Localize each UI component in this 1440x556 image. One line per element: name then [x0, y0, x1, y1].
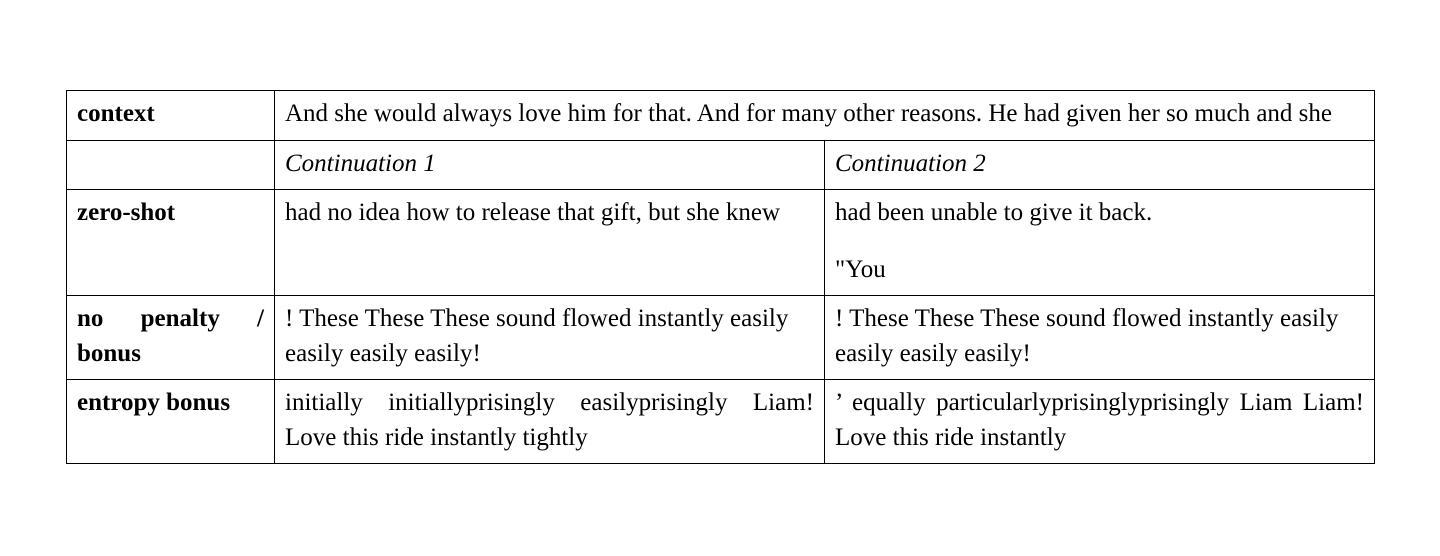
zero-shot-continuation-1: had no idea how to release that gift, but she knew — [275, 190, 825, 296]
table-row-context — [67, 91, 1375, 141]
zero-shot-continuation-2-line1: had been unable to give it back. — [835, 199, 1153, 226]
table-row-entropy-bonus — [67, 380, 1375, 464]
no-penalty-bonus-continuation-2: ! These These These sound flowed instantly easily easily easily easily! — [825, 296, 1375, 380]
table-row-header — [67, 140, 1375, 190]
header-empty-cell — [67, 140, 275, 190]
table-row-no-penalty-bonus — [67, 296, 1375, 380]
example-table-container — [66, 90, 1374, 464]
table-row-zero-shot — [67, 190, 1375, 296]
row-label-no-penalty-bonus: no penalty / bonus — [67, 296, 275, 380]
context-text: And she would always love him for that. And for many other reasons. He had given her so much and she — [275, 91, 1375, 141]
zero-shot-continuation-2 — [825, 190, 1375, 296]
entropy-bonus-continuation-1: initially initiallyprisingly easilyprisingly Liam! Love this ride instantly tightly — [275, 380, 825, 464]
row-label-context: context — [67, 91, 275, 141]
entropy-bonus-continuation-2: ’ equally particularlyprisinglyprisingly Liam Liam! Love this ride instantly — [825, 380, 1375, 464]
continuations-table — [66, 90, 1375, 464]
no-penalty-bonus-continuation-1: ! These These These sound flowed instantly easily easily easily easily! — [275, 296, 825, 380]
row-label-zero-shot: zero-shot — [67, 190, 275, 296]
header-continuation-2: Continuation 2 — [825, 140, 1375, 190]
row-label-entropy-bonus: entropy bonus — [67, 380, 275, 464]
header-continuation-1: Continuation 1 — [275, 140, 825, 190]
zero-shot-continuation-2-line2: "You — [835, 255, 886, 283]
